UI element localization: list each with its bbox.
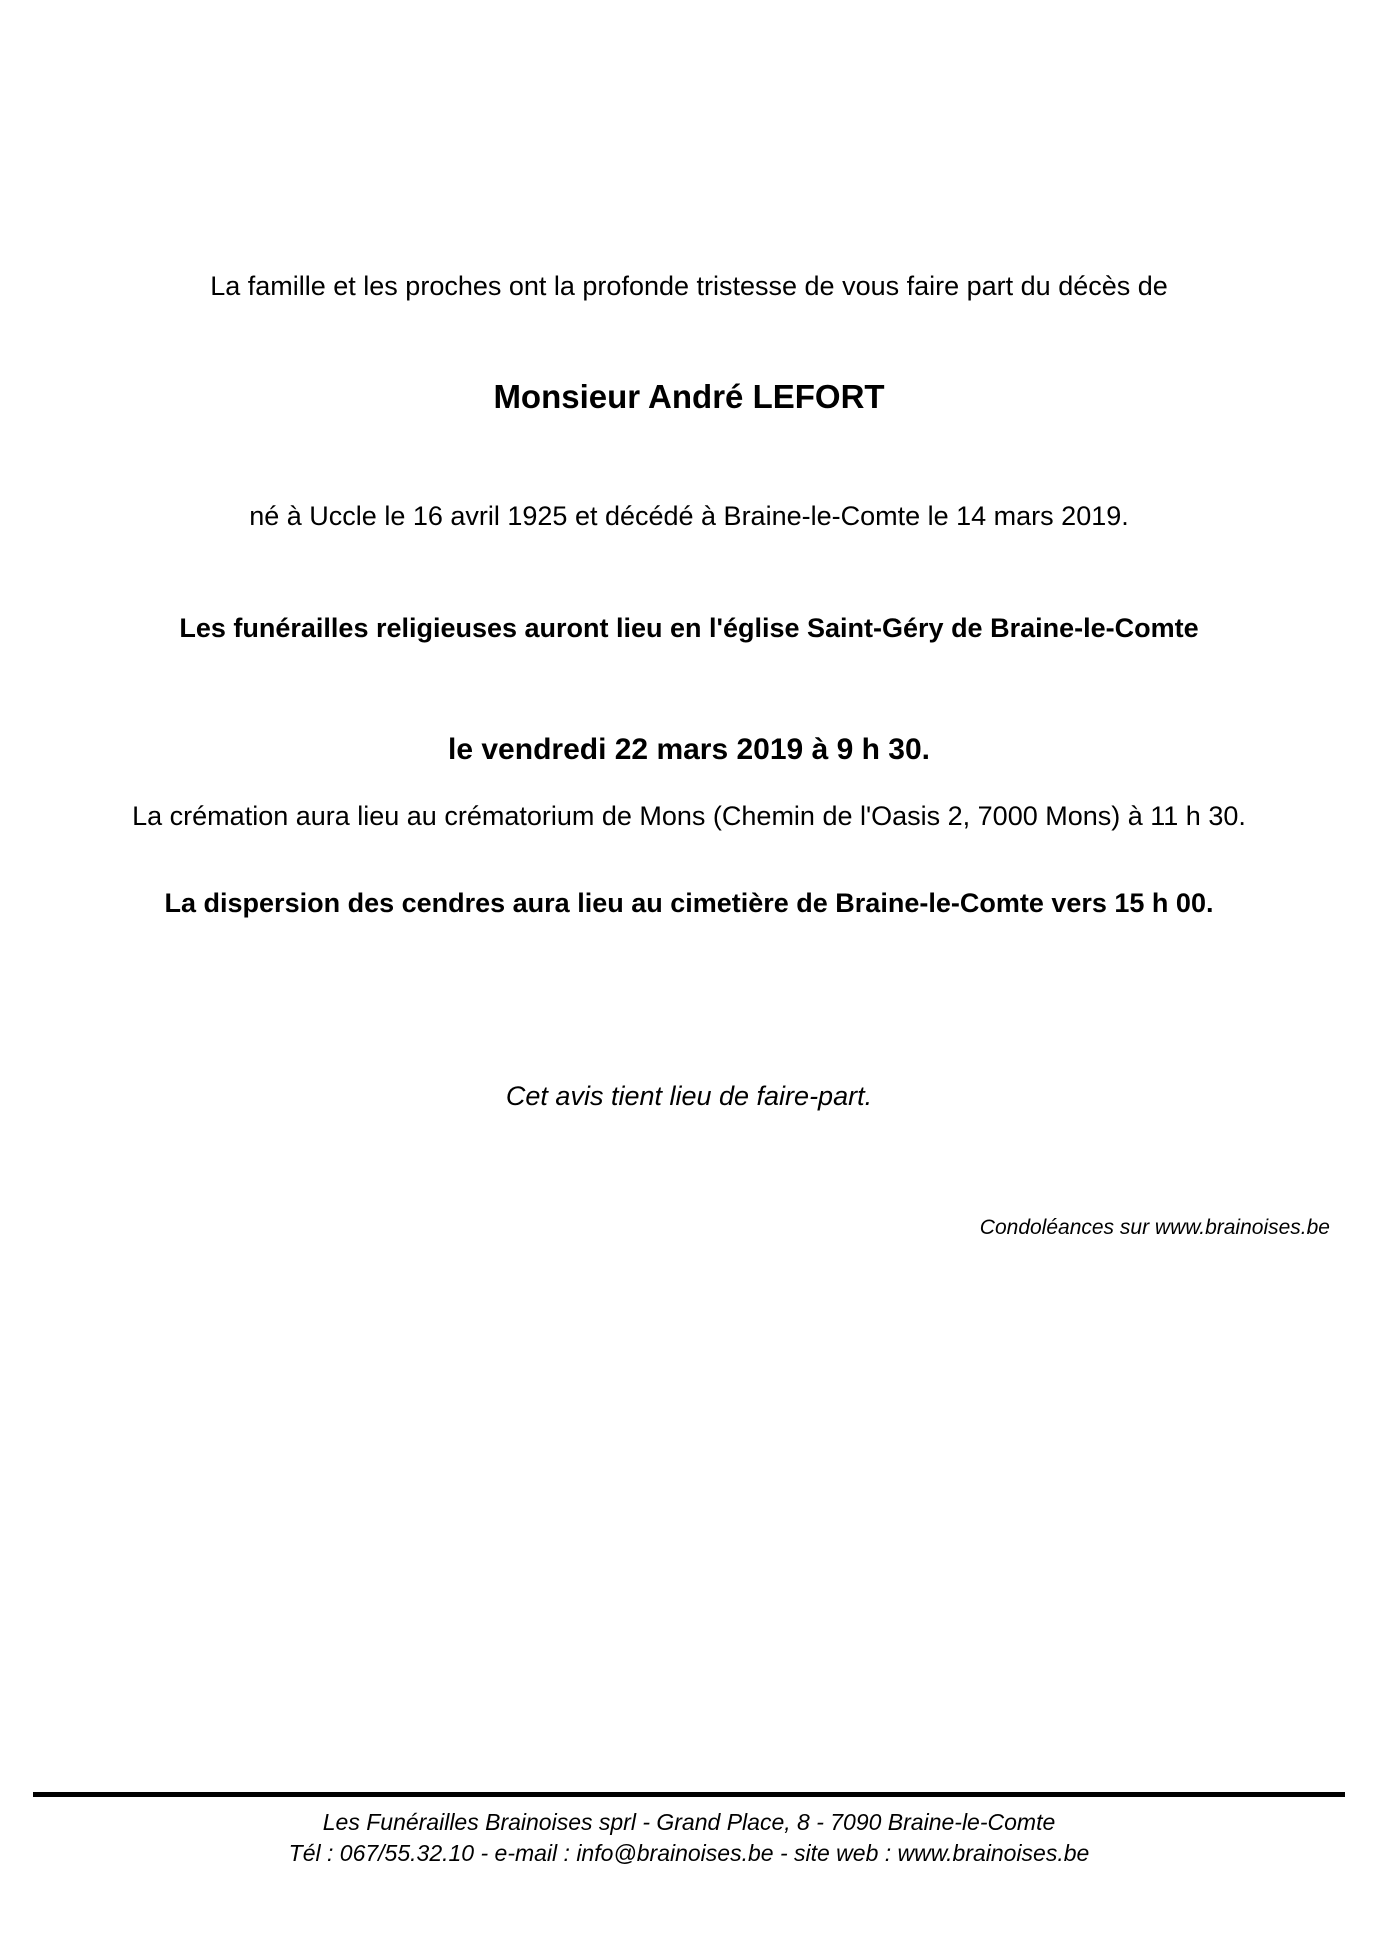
footer-company-line: Les Funérailles Brainoises sprl - Grand Place, 8 - 7090 Braine-le-Comte (322, 1809, 1056, 1835)
deceased-name: Monsieur André LEFORT (493, 378, 885, 415)
condolences-text: Condoléances sur www.brainoises.be (979, 1216, 1330, 1239)
footer-contact-line: Tél : 067/55.32.10 - e-mail : info@brainoises.be - site web : www.brainoises.be (288, 1840, 1090, 1866)
ashes-dispersion-text: La dispersion des cendres aura lieu au cimetière de Braine-le-Comte vers 15 h 00. (164, 888, 1214, 918)
footer-divider (33, 1792, 1345, 1797)
funeral-datetime-text: le vendredi 22 mars 2019 à 9 h 30. (448, 733, 930, 766)
birth-death-text: né à Uccle le 16 avril 1925 et décédé à Braine-le-Comte le 14 mars 2019. (249, 501, 1129, 531)
funeral-location-text: Les funérailles religieuses auront lieu en l'église Saint-Géry de Braine-le-Comte (179, 613, 1199, 643)
intro-text: La famille et les proches ont la profonde tristesse de vous faire part du décès de (210, 271, 1168, 301)
notice-text: Cet avis tient lieu de faire-part. (505, 1081, 873, 1111)
cremation-text: La crémation aura lieu au crématorium de Mons (Chemin de l'Oasis 2, 7000 Mons) à 11 h 30. (132, 801, 1246, 831)
